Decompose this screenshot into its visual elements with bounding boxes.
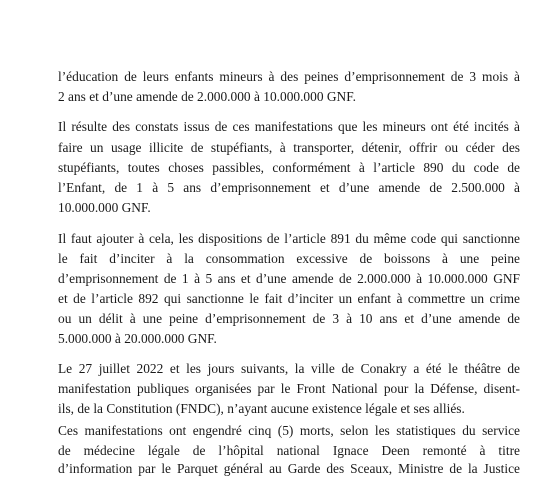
paragraph-4-line-1: Le 27 juillet 2022 et les jours suivants, la ville de Conakry a été le théâtre de [58, 361, 520, 376]
paragraph-3-line-2: le fait d’inciter à la consommation excessive de boissons à une peine [58, 251, 520, 266]
paragraph-5-line-1: Ces manifestations ont engendré cinq (5) morts, selon les statistiques du service [58, 423, 520, 438]
paragraph-3-line-6: 5.000.000 à 20.000.000 GNF. [58, 331, 217, 346]
paragraph-5-line-2: de médecine légale de l’hôpital national Ignace Deen remonté à titre [58, 443, 520, 458]
paragraph-4-line-3: ils, de la Constitution (FNDC), n’ayant aucune existence légale et ses alliés. [58, 401, 465, 416]
paragraph-3-line-5: ou un délit à une peine d’emprisonnement de 3 à 10 ans et d’une amende de [58, 311, 520, 326]
paragraph-1-line-2: 2 ans et d’une amende de 2.000.000 à 10.000.000 GNF. [58, 89, 356, 104]
paragraph-4-line-2: manifestation publiques organisées par le Front National pour la Défense, disent- [58, 381, 520, 396]
paragraph-2-line-2: faire un usage illicite de stupéfiants, à transporter, détenir, offrir ou céder des [58, 140, 520, 155]
paragraph-3-line-3: d’emprisonnement de 1 à 5 ans et d’une amende de 2.000.000 à 10.000.000 GNF [58, 271, 520, 286]
paragraph-2-line-4: l’Enfant, de 1 à 5 ans d’emprisonnement et d’une amende de 2.500.000 à [58, 180, 520, 195]
paragraph-3-line-1: Il faut ajouter à cela, les dispositions de l’article 891 du même code qui sanctionne [58, 231, 520, 246]
paragraph-3-line-4: et de l’article 892 qui sanctionne le fait d’inciter un enfant à commettre un crime [58, 291, 520, 306]
paragraph-2-line-1: Il résulte des constats issus de ces manifestations que les mineurs ont été incités à [58, 119, 520, 134]
paragraph-2-line-3: stupéfiants, toutes choses passibles, conformément à l’article 890 du code de [58, 160, 520, 175]
paragraph-5-line-3: d’information par le Parquet général au Garde des Sceaux, Ministre de la Justice [58, 461, 520, 476]
paragraph-1-line-1: l’éducation de leurs enfants mineurs à des peines d’emprisonnement de 3 mois à [58, 69, 520, 84]
paragraph-2-line-5: 10.000.000 GNF. [58, 200, 151, 215]
